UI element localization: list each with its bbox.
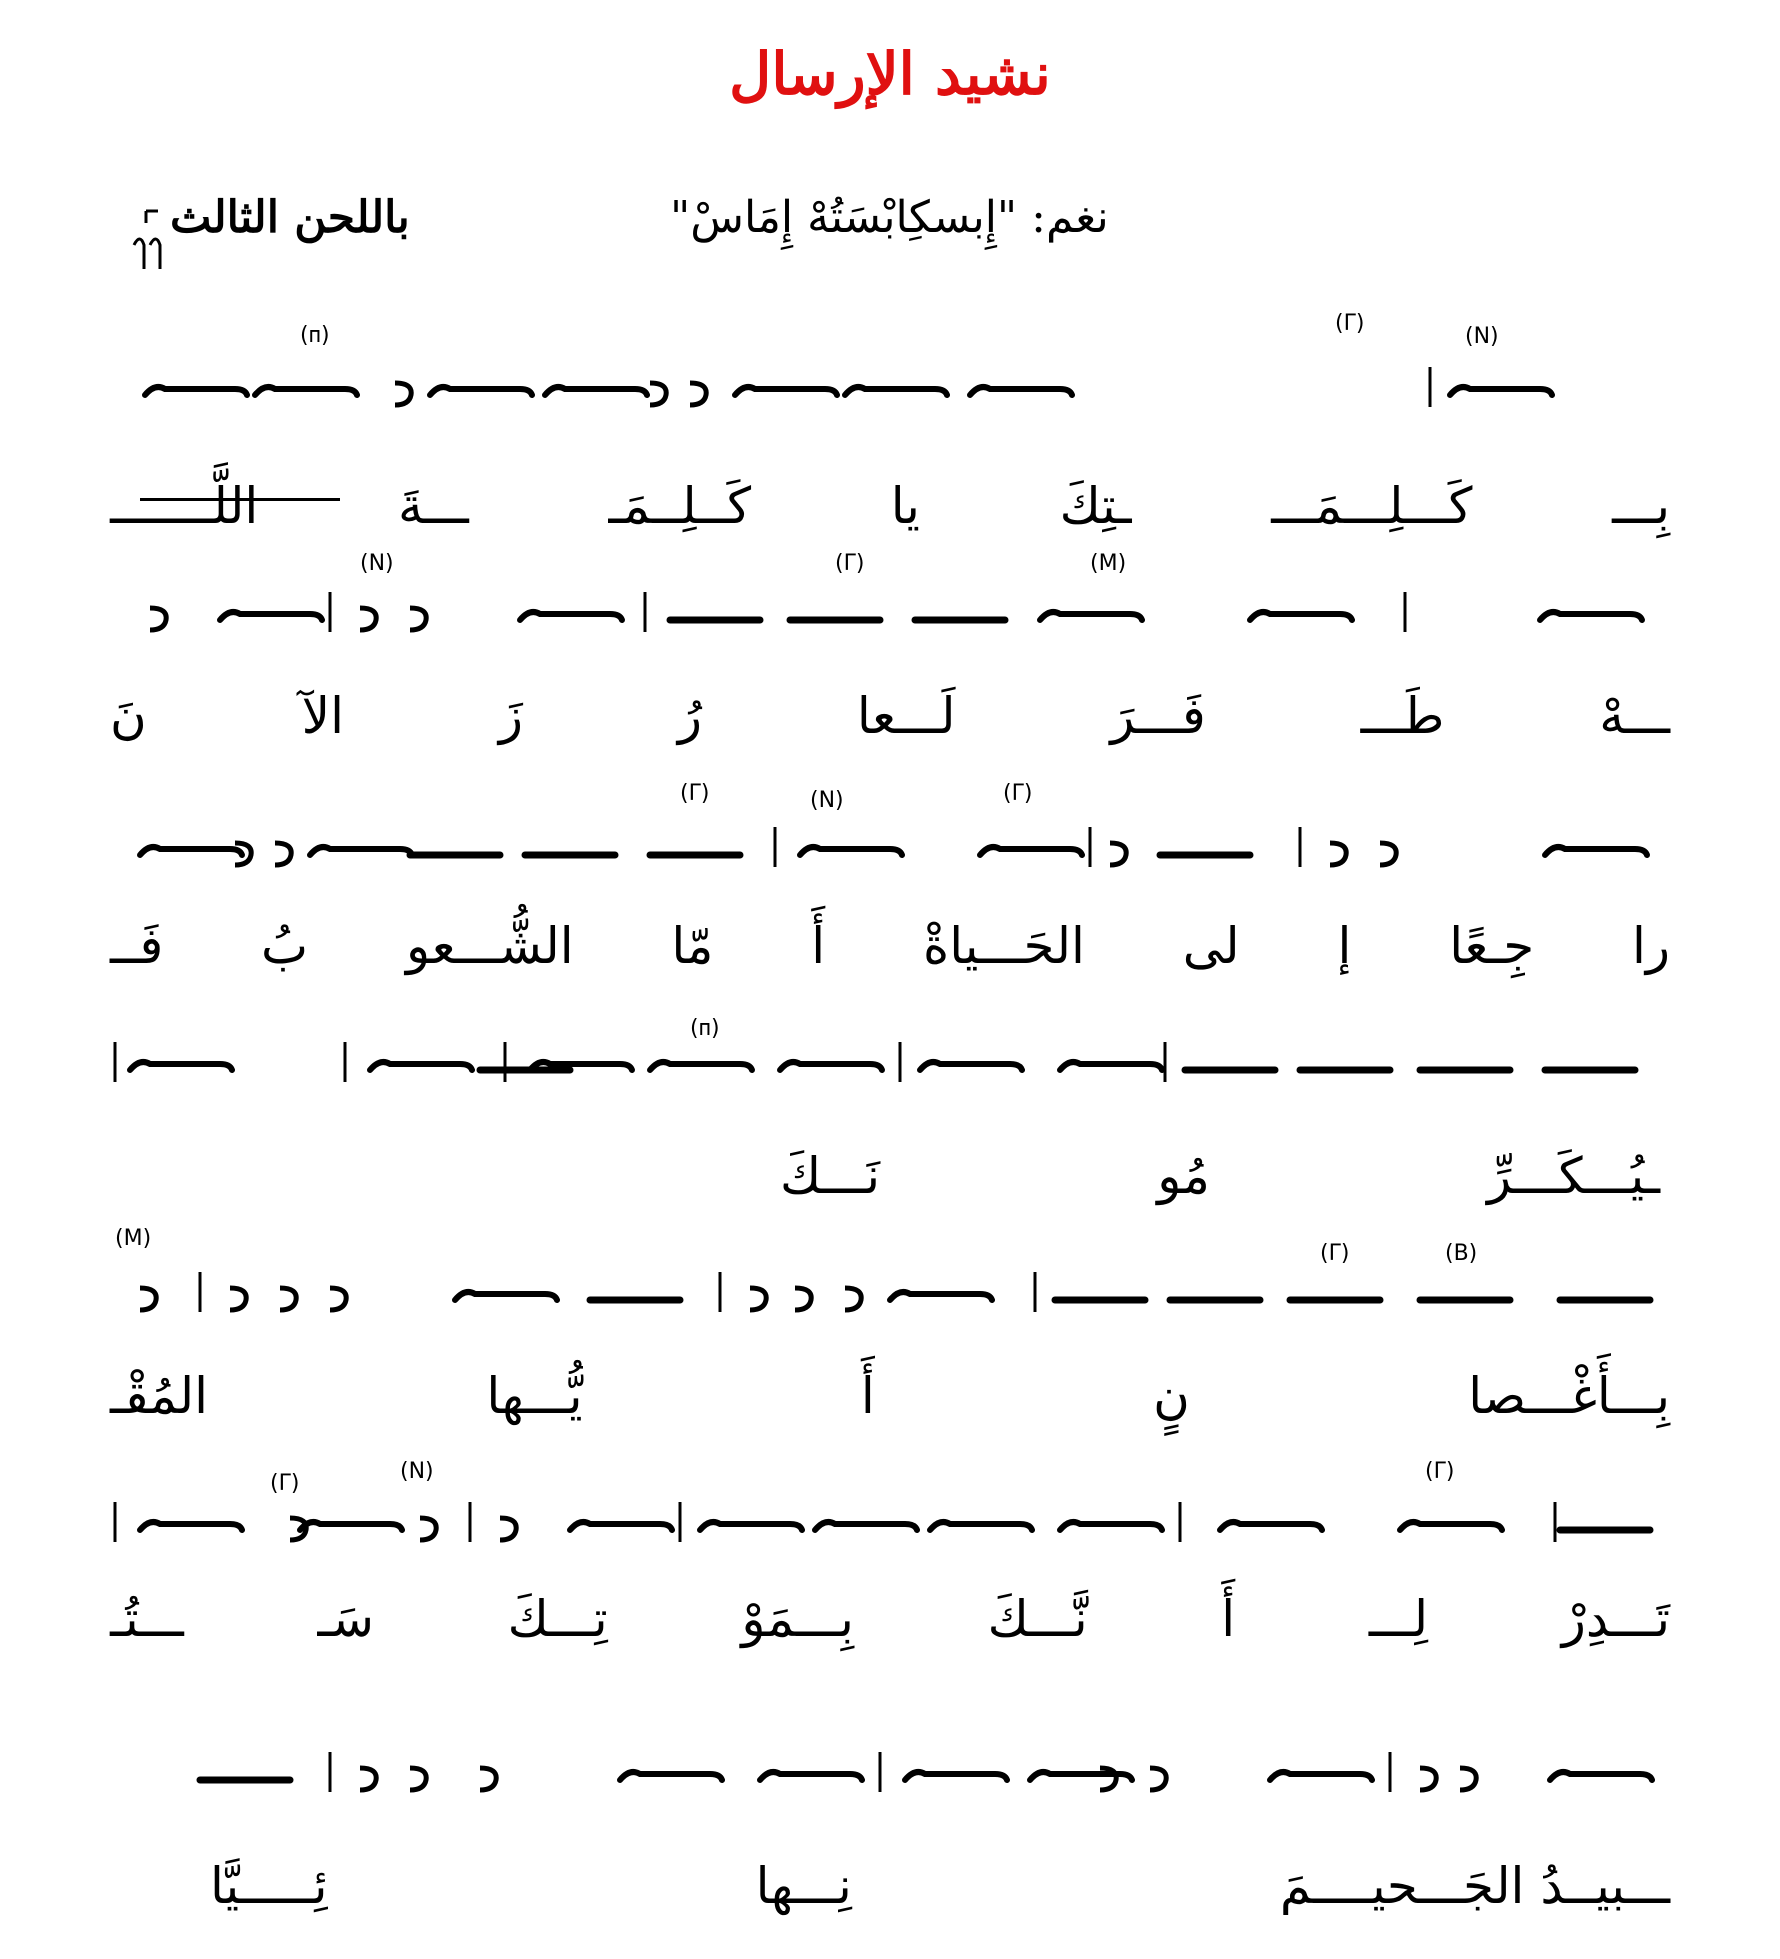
neume-apostrophos (420, 1518, 436, 1540)
lyric-syllable: أَ (1221, 1590, 1236, 1648)
neume-ison (760, 1772, 862, 1780)
neume-apostrophos (275, 843, 291, 865)
neume-apostrophos (360, 1768, 376, 1790)
lyric-syllable: تِـــكَ (507, 1590, 608, 1648)
underline (140, 498, 340, 501)
lyric-syllable: لى (1182, 917, 1240, 975)
neume-ison (930, 1522, 1032, 1530)
lyric-syllable: رُ (677, 687, 703, 745)
lyric-syllable: مّا (671, 917, 714, 975)
lyric-syllable: نَ (110, 687, 147, 745)
neume-ison (430, 387, 532, 395)
neume-apostrophos (650, 383, 666, 405)
lyric-syllable: الشُّـــعو (405, 917, 574, 975)
neume-apostrophos (1380, 843, 1396, 865)
neume-apostrophos (480, 1768, 496, 1790)
neume-apostrophos (1420, 1768, 1436, 1790)
neume-ison (1060, 1062, 1162, 1070)
neume-ison (845, 387, 947, 395)
martyria-letter: (Γ) (1320, 1241, 1350, 1266)
lyric-syllable: بِـــأَغْـــصا (1468, 1367, 1670, 1425)
lyric-syllable: سَـ (317, 1590, 374, 1648)
martyria-letter: (Γ) (835, 551, 865, 576)
lyric-syllable: مُو (1157, 1147, 1210, 1205)
lyric-syllable: نَّـــكَ (987, 1590, 1088, 1648)
neume-apostrophos (1110, 843, 1126, 865)
lyric-syllable: ـيُـــكَـــرِّ (1487, 1147, 1660, 1205)
lyric-syllable: الآ (301, 687, 345, 745)
lyric-syllable: بِـــ (1612, 477, 1670, 535)
neume-apostrophos (1150, 1768, 1166, 1790)
neume-ison (1545, 847, 1647, 855)
neume-apostrophos (795, 1288, 811, 1310)
lyric-syllable: نَـــكَ (780, 1147, 881, 1205)
neume-ison (780, 1062, 882, 1070)
martyria-letter: (N) (810, 788, 844, 813)
martyria-letter: (N) (1465, 324, 1499, 349)
neume-apostrophos (360, 608, 376, 630)
martyria-letter: (Γ) (1003, 781, 1033, 806)
lyric-syllable: زَ (498, 687, 524, 745)
lyric-line-5 (110, 1345, 1670, 1425)
neume-apostrophos (230, 1288, 246, 1310)
neume-ison (700, 1522, 802, 1530)
neume-apostrophos (395, 383, 411, 405)
lyric-syllable: إ (1337, 917, 1352, 975)
lyric-syllable: المُقْـ (110, 1367, 208, 1425)
martyria-letter: (B) (1445, 1241, 1478, 1266)
neume-ison (140, 1522, 242, 1530)
melody-prefix: نغم: (1031, 192, 1109, 243)
lyric-syllable: ـــةَ (398, 477, 469, 535)
lyric-syllable: كَـــلِـــمَـــ (1271, 477, 1473, 535)
lyric-line-3 (110, 895, 1670, 975)
neume-ison (140, 847, 242, 855)
lyric-line-6 (110, 1568, 1670, 1648)
lyric-syllable: فَــ (110, 917, 164, 975)
lyric-syllable: طَـــ (1360, 687, 1445, 745)
neume-apostrophos (845, 1288, 861, 1310)
martyria-letter: (ᴨ) (300, 323, 330, 348)
neume-ison (1250, 612, 1352, 620)
neume-ison (650, 1062, 752, 1070)
neume-ison (220, 612, 322, 620)
neume-ison (145, 387, 247, 395)
lyric-syllable: كَــلِــمَـ (608, 477, 752, 535)
neume-apostrophos (280, 1288, 296, 1310)
lyric-syllable: بُ (261, 917, 309, 975)
martyria-letter: (N) (400, 1459, 434, 1484)
neume-ison (920, 1062, 1022, 1070)
lyric-syllable: ـــهْ (1599, 687, 1670, 745)
lyric-syllable: فَـــرَ (1110, 687, 1206, 745)
neume-apostrophos (410, 608, 426, 630)
lyric-line-4 (780, 1125, 1660, 1205)
martyria-letter: (M) (115, 1226, 152, 1251)
neume-ison (255, 387, 357, 395)
neume-ison (1450, 387, 1552, 395)
lyric-syllable: لِـــ (1368, 1590, 1429, 1648)
neume-ison (970, 387, 1072, 395)
neume-apostrophos (1330, 843, 1346, 865)
martyria-letter: (Γ) (1425, 1459, 1455, 1484)
neume-apostrophos (150, 608, 166, 630)
martyria-letter: (M) (1090, 551, 1127, 576)
martyria-letter: (N) (360, 551, 394, 576)
lyric-line-1 (110, 455, 1670, 535)
neume-ison (800, 847, 902, 855)
neume-ison (735, 387, 837, 395)
neume-ison (370, 1062, 472, 1070)
neume-ison (1550, 1772, 1652, 1780)
lyric-syllable: ئِـــــيَّا (210, 1857, 328, 1915)
lyric-syllable: جِـعًا (1449, 917, 1535, 975)
lyric-syllable: أَ (860, 1367, 875, 1425)
lyric-syllable: الحَـــياةْ (923, 917, 1085, 975)
neume-ison (130, 1062, 232, 1070)
neume-ison (545, 387, 647, 395)
lyric-syllable: ـتِكَ (1059, 477, 1132, 535)
neume-ison (520, 612, 622, 620)
neume-ison (815, 1522, 917, 1530)
melody-name: "إِبسكِابْسَتُهْ إِمَاسْ" (670, 192, 1018, 243)
neume-ison (570, 1522, 672, 1530)
martyria-letter: (ᴨ) (690, 1016, 720, 1041)
lyric-line-7 (210, 1835, 1670, 1915)
neume-ison (1270, 1772, 1372, 1780)
neume-ison (1060, 1522, 1162, 1530)
neume-apostrophos (500, 1518, 516, 1540)
neume-apostrophos (690, 383, 706, 405)
martyria-letter: (Γ) (680, 781, 710, 806)
lyric-syllable: ـــبيــدُ الجَـــحيــــمَ (1279, 1857, 1670, 1915)
lyric-syllable: تَـــدِرْ (1561, 1590, 1670, 1648)
neume-ison (905, 1772, 1007, 1780)
lyric-syllable: ـــتُـ (110, 1590, 184, 1648)
neume-ison (1040, 612, 1142, 620)
martyria-letter: (Γ) (270, 1471, 300, 1496)
neume-ison (890, 1292, 992, 1300)
lyric-syllable: اللَّـــــــ (110, 477, 259, 535)
neume-apostrophos (750, 1288, 766, 1310)
lyric-syllable: يُّـــها (486, 1367, 583, 1425)
neume-apostrophos (1460, 1768, 1476, 1790)
lyric-syllable: لَـــعا (856, 687, 956, 745)
lyric-syllable: يا (890, 477, 920, 535)
mode-label: باللحن الثالث (170, 192, 410, 243)
neume-ison (1540, 612, 1642, 620)
neume-ison (980, 847, 1082, 855)
lyric-syllable: أَ (811, 917, 826, 975)
neume-ison (620, 1772, 722, 1780)
neume-apostrophos (410, 1768, 426, 1790)
neume-ison (1220, 1522, 1322, 1530)
lyric-syllable: بِـــمَوْ (741, 1590, 854, 1648)
lyric-syllable: نٍ (1153, 1367, 1190, 1425)
neume-ison (455, 1292, 557, 1300)
martyria-letter: (Γ) (1335, 311, 1365, 336)
lyric-syllable: را (1631, 917, 1670, 975)
neume-ison (300, 1522, 402, 1530)
lyric-syllable: نِـــها (755, 1857, 852, 1915)
page-title: نشيد الإرسال (729, 40, 1051, 108)
neume-apostrophos (140, 1288, 156, 1310)
neume-ison (1400, 1522, 1502, 1530)
neume-apostrophos (330, 1288, 346, 1310)
lyric-line-2 (110, 665, 1670, 745)
neume-ison (310, 847, 412, 855)
